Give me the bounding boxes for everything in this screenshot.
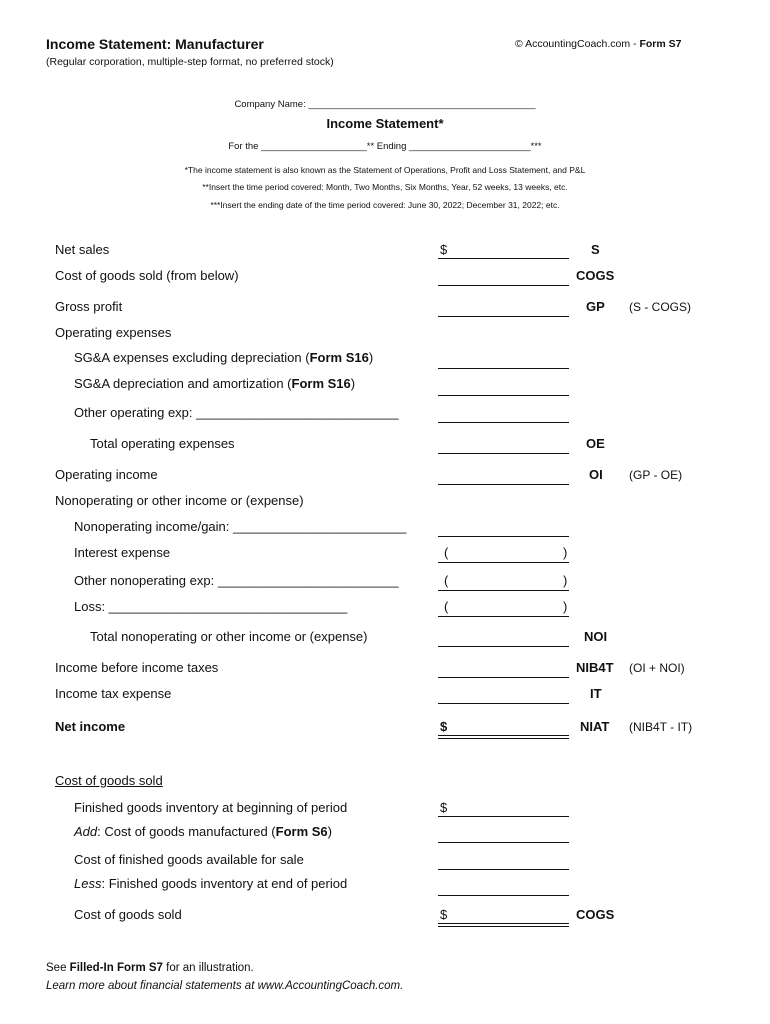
abbr-it: IT — [590, 686, 602, 701]
amount-field-cogs[interactable] — [438, 285, 569, 286]
statement-title: Income Statement* — [326, 116, 444, 131]
amount-field-other-operating[interactable] — [438, 422, 569, 423]
row-available: Cost of finished goods available for sale — [74, 852, 304, 867]
amount-field-sga-dep[interactable] — [438, 395, 569, 396]
amount-field-gross-profit[interactable] — [438, 316, 569, 317]
row-gross-profit: Gross profit — [55, 299, 123, 314]
row-net-sales: Net sales — [55, 242, 110, 257]
amount-field-income-before-taxes[interactable] — [438, 677, 569, 678]
formula-oi: (GP - OE) — [629, 468, 683, 482]
amount-field-loss[interactable] — [438, 616, 569, 617]
row-operating-expenses: Operating expenses — [55, 325, 172, 340]
amount-field-cogs-total[interactable] — [438, 923, 569, 924]
cogs-section-heading: Cost of goods sold — [55, 773, 163, 788]
row-total-operating: Total operating expenses — [90, 436, 235, 451]
close-paren: ) — [563, 573, 568, 588]
amount-field-interest-expense[interactable] — [438, 562, 569, 563]
open-paren: ( — [444, 573, 449, 588]
filled-in-link[interactable]: Filled-In Form S7 — [69, 962, 163, 974]
abbr-gp: GP — [586, 299, 605, 314]
amount-field-other-nonoperating[interactable] — [438, 590, 569, 591]
row-less-fg-end — [74, 876, 347, 891]
footnote-2: **Insert the time period covered: Month, Two Months, Six Months, Year, 52 weeks, 13 weeks, etc. — [202, 182, 568, 192]
sga-dep-label: SG&A depreciation and amortization ( — [74, 376, 292, 391]
add-label: Add — [74, 824, 98, 839]
close-paren: ) — [350, 376, 356, 391]
copyright-text: © AccountingCoach.com - — [515, 38, 640, 50]
amount-field-sga-excl[interactable] — [438, 368, 569, 369]
abbr-oi: OI — [589, 467, 603, 482]
close-paren: ) — [563, 599, 568, 614]
sga-excl-label: SG&A expenses excluding depreciation ( — [74, 350, 310, 365]
double-underline — [438, 738, 569, 739]
row-nonoperating-header: Nonoperating or other income or (expense) — [55, 493, 304, 508]
amount-field-net-income[interactable] — [438, 735, 569, 736]
dollar-sign: $ — [440, 800, 448, 815]
dollar-sign: $ — [440, 907, 448, 922]
add-form: Form S6 — [275, 824, 328, 839]
amount-field-total-nonoperating[interactable] — [438, 646, 569, 647]
abbr-nib4t: NIB4T — [576, 660, 614, 675]
amount-field-income-tax-expense[interactable] — [438, 703, 569, 704]
page-subtitle: (Regular corporation, multiple-step format, no preferred stock) — [46, 56, 334, 68]
less-label: Less — [74, 876, 102, 891]
amount-field-available[interactable] — [438, 869, 569, 870]
copyright — [515, 38, 681, 50]
formula-niat: (NIB4T - IT) — [629, 720, 693, 734]
dollar-sign: $ — [440, 242, 448, 257]
period-line[interactable]: For the ____________________** Ending _______________________*** — [228, 141, 542, 152]
abbr-oe: OE — [586, 436, 605, 451]
close-paren: ) — [368, 350, 374, 365]
row-loss[interactable]: Loss: _________________________________ — [74, 599, 348, 614]
form-label: Form S7 — [639, 38, 682, 50]
amount-field-fg-beginning[interactable] — [438, 816, 569, 817]
row-cogs: Cost of goods sold (from below) — [55, 268, 239, 283]
close-paren: ) — [327, 824, 332, 839]
page-title: Income Statement: Manufacturer — [46, 36, 264, 52]
amount-field-nonoperating-gain[interactable] — [438, 536, 569, 537]
row-other-nonoperating[interactable]: Other nonoperating exp: _________________________ — [74, 573, 399, 588]
company-name-line[interactable]: Company Name: ___________________________________________ — [234, 99, 536, 110]
dollar-sign: $ — [440, 719, 448, 734]
add-text: : Cost of goods manufactured ( — [97, 824, 276, 839]
abbr-niat: NIAT — [580, 719, 610, 734]
row-add-cgm — [74, 824, 332, 839]
abbr-noi: NOI — [584, 629, 608, 644]
row-sga-dep — [74, 376, 355, 391]
amount-field-fg-end[interactable] — [438, 895, 569, 896]
row-cogs-total: Cost of goods sold — [74, 907, 182, 922]
footer-illustration-text: for an illustration. — [162, 962, 254, 974]
amount-field-operating-income[interactable] — [438, 484, 569, 485]
footer-learn-more[interactable]: Learn more about financial statements at www.AccountingCoach.com. — [46, 980, 404, 992]
amount-field-total-operating[interactable] — [438, 453, 569, 454]
row-other-operating[interactable]: Other operating exp: ____________________________ — [74, 405, 399, 420]
formula-nib4t: (OI + NOI) — [629, 661, 685, 675]
open-paren: ( — [444, 599, 449, 614]
less-text: : Finished goods inventory at end of period — [101, 876, 348, 891]
row-operating-income: Operating income — [55, 467, 158, 482]
footnote-3: ***Insert the ending date of the time period covered: June 30, 2022; December 31, 2022; etc. — [210, 200, 560, 210]
row-fg-beginning: Finished goods inventory at beginning of period — [74, 800, 348, 815]
footer-see — [46, 962, 254, 974]
abbr-cogs-total: COGS — [576, 907, 615, 922]
abbr-s: S — [591, 242, 600, 257]
amount-field-cgm[interactable] — [438, 842, 569, 843]
row-net-income: Net income — [55, 719, 126, 734]
row-total-nonoperating: Total nonoperating or other income or (expense) — [90, 629, 368, 644]
close-paren: ) — [563, 545, 568, 560]
row-income-tax-expense: Income tax expense — [55, 686, 172, 701]
row-interest-expense: Interest expense — [74, 545, 171, 560]
sga-excl-form: Form S16 — [309, 350, 369, 365]
amount-field-net-sales[interactable] — [438, 258, 569, 259]
row-nonoperating-gain[interactable]: Nonoperating income/gain: ________________________ — [74, 519, 407, 534]
sga-dep-form: Form S16 — [291, 376, 351, 391]
row-sga-excl — [74, 350, 373, 365]
formula-gp: (S - COGS) — [629, 300, 691, 314]
row-income-before-taxes: Income before income taxes — [55, 660, 219, 675]
footnote-1: *The income statement is also known as the Statement of Operations, Profit and Loss Statement, and P&L — [184, 165, 586, 175]
abbr-cogs: COGS — [576, 268, 615, 283]
double-underline — [438, 926, 569, 927]
open-paren: ( — [444, 545, 449, 560]
footer-see-text: See — [46, 962, 70, 974]
